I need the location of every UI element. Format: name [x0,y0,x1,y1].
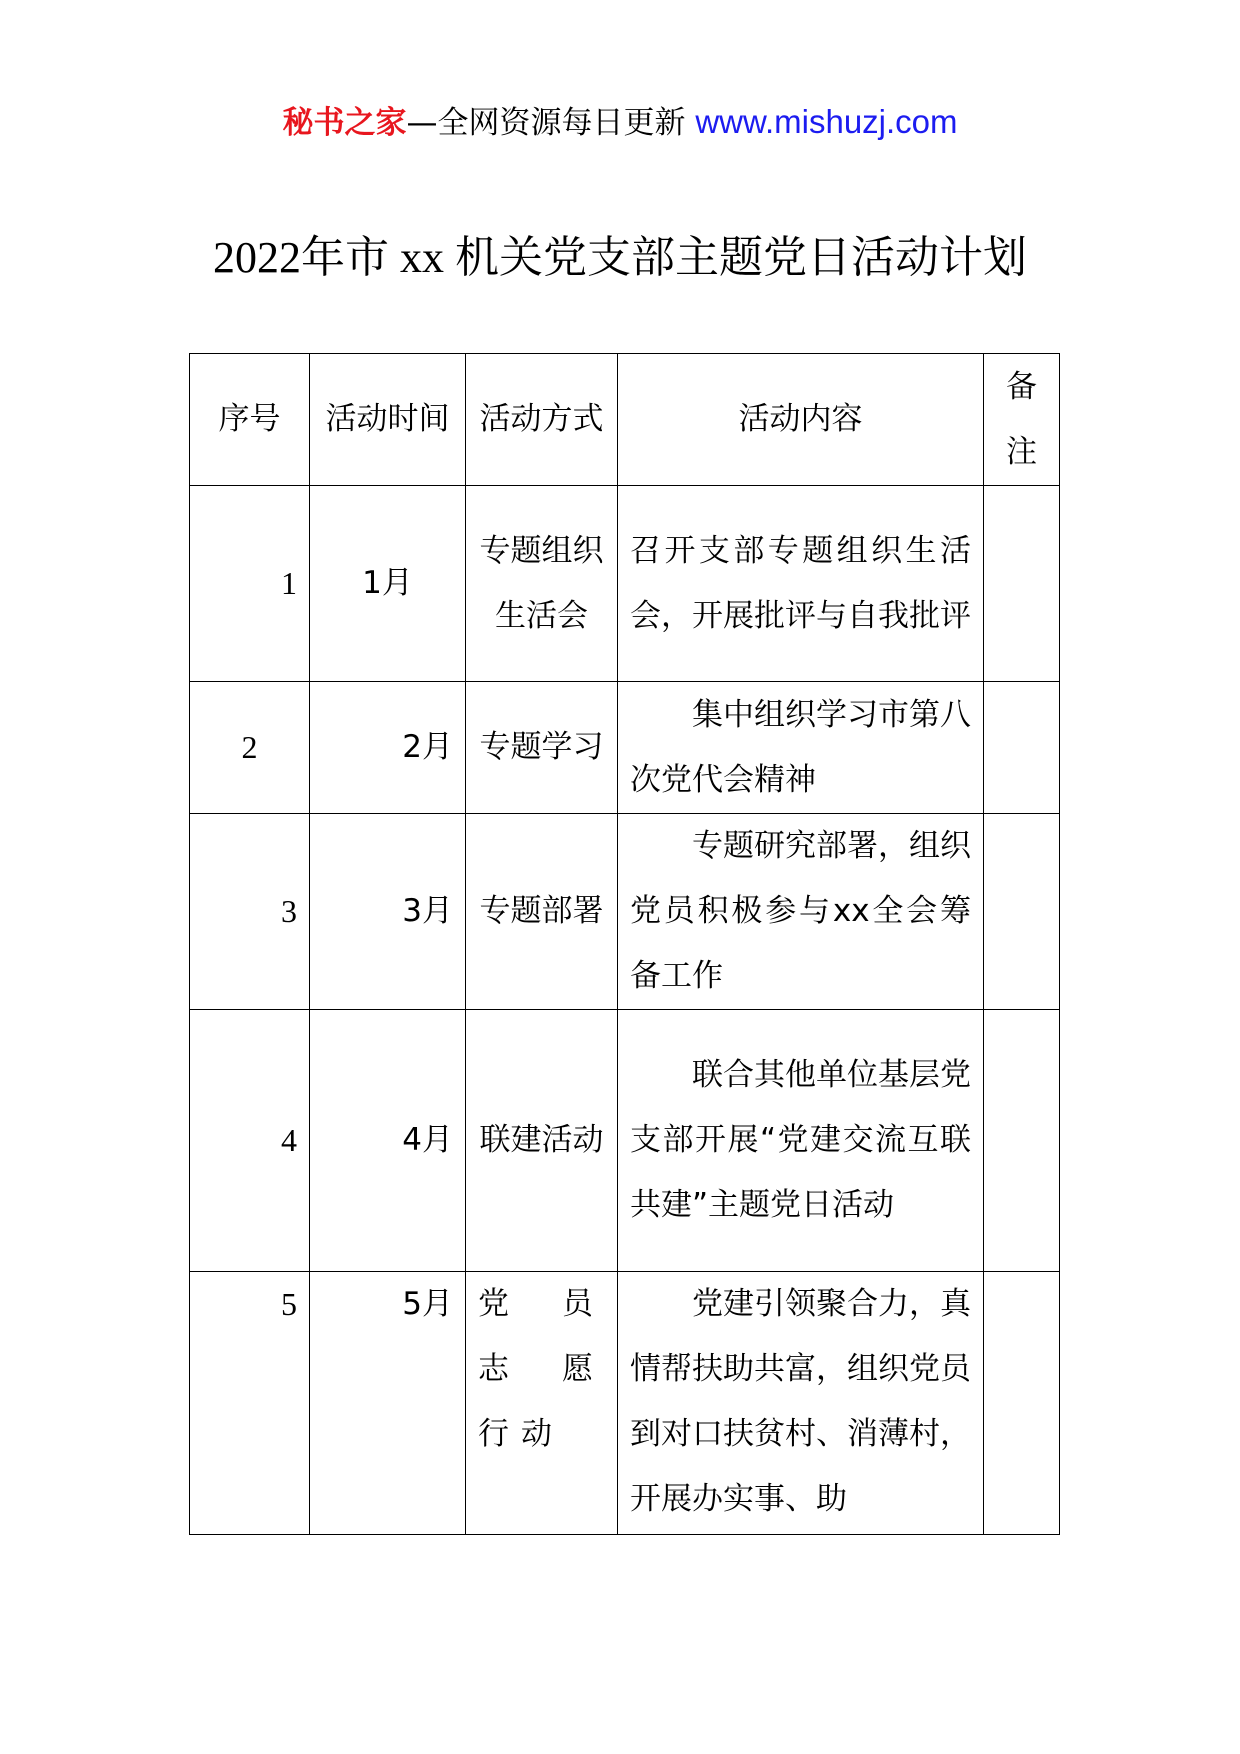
row-no: 3 [190,814,310,1010]
title-year: 2022 [213,233,301,282]
page-title [0,228,1240,288]
row-method: 专题学习 [466,682,618,814]
row-time: 3月 [310,814,466,1010]
row-method: 专题组织生活会 [466,486,618,682]
activity-plan-table [189,353,1060,1535]
title-part1: 年市 [301,232,389,283]
row-note [984,814,1060,1010]
row-no: 4 [190,1010,310,1272]
row-content: 集中组织学习市第八次党代会精神 [618,682,984,814]
row-note [984,486,1060,682]
table-row [190,682,1060,814]
row-time: 4月 [310,1010,466,1272]
table-row [190,814,1060,1010]
row-time: 1月 [310,486,466,682]
column-header-note: 备注 [984,354,1060,486]
table-row [190,1010,1060,1272]
title-xx: xx [400,233,444,282]
table-row [190,486,1060,682]
row-content-cell [618,1272,984,1535]
table-header-row [190,354,1060,486]
table-row [190,1272,1060,1535]
row-method: 专题部署 [466,814,618,1010]
column-header-content: 活动内容 [618,354,984,486]
row-no: 2 [190,682,310,814]
row-time: 2月 [310,682,466,814]
site-url-link[interactable]: www.mishuzj.com [695,103,958,140]
row-content: 专题研究部署，组织党员积极参与xx全会筹备工作 [618,814,984,1010]
column-header-method: 活动方式 [466,354,618,486]
site-header [0,100,1240,145]
title-part2: 机关党支部主题党日活动计划 [455,232,1027,283]
row-note [984,1272,1060,1535]
column-header-no: 序号 [190,354,310,486]
row-method: 党员志愿行动 [466,1272,618,1535]
row-no: 1 [190,486,310,682]
row-note [984,682,1060,814]
row-method: 联建活动 [466,1010,618,1272]
header-slogan: —全网资源每日更新 [406,105,686,141]
row-content: 召开支部专题组织生活会，开展批评与自我批评 [618,486,984,682]
row-content: 联合其他单位基层党支部开展“党建交流互联共建”主题党日活动 [618,1010,984,1272]
column-header-time: 活动时间 [310,354,466,486]
row-content: 党建引领聚合力，真情帮扶助共富，组织党员到对口扶贫村、消薄村，开展办实事、助 [630,1286,971,1517]
row-no: 5 [190,1272,310,1535]
brand-name: 秘书之家 [282,105,407,141]
row-note [984,1010,1060,1272]
row-time: 5月 [310,1272,466,1535]
